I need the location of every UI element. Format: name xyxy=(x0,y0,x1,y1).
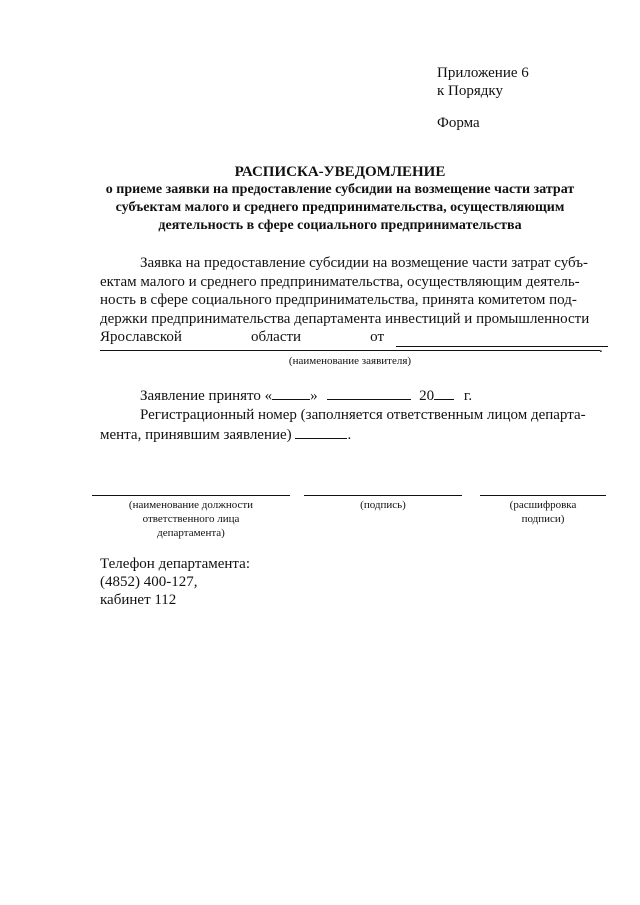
accepted-year-suffix: г. xyxy=(463,388,473,404)
accepted-close-quote: » xyxy=(310,388,318,404)
subtitle-line-3: деятельность в сфере социального предпринимательства xyxy=(158,218,522,233)
registration-line-1: Регистрационный номер (заполняется ответственным лицом департа- xyxy=(140,407,586,423)
position-caption-line-1: (наименование должности xyxy=(128,499,254,511)
applicant-field-start[interactable] xyxy=(396,333,608,347)
document-subtitle xyxy=(60,181,620,235)
paragraph-line-1 xyxy=(100,254,608,273)
subtitle-line-2: субъектам малого и среднего предпринимательства, осуществляющим xyxy=(115,200,565,215)
paragraph-line-2: ектам малого и среднего предпринимательства, осуществляющим деятель- xyxy=(100,273,580,290)
position-caption xyxy=(92,498,290,540)
accepted-label: Заявление принято « xyxy=(140,388,273,404)
paragraph-line-5 xyxy=(100,328,608,347)
accepted-day-field[interactable] xyxy=(272,386,310,400)
registration-number-field[interactable] xyxy=(295,425,347,439)
word-region: Ярославской xyxy=(100,329,182,345)
applicant-caption: (наименование заявителя) xyxy=(288,355,412,367)
paragraph-text-1: Заявка на предоставление субсидии на возмещение части затрат субъ- xyxy=(140,255,589,271)
signature-caption: (подпись) xyxy=(360,499,406,511)
decoding-caption-line-2: подписи) xyxy=(521,513,565,525)
registration-label: мента, принявшим заявление) xyxy=(100,426,292,443)
accepted-line xyxy=(140,386,472,405)
accepted-year-prefix: 20 xyxy=(419,388,435,404)
registration-paragraph xyxy=(100,406,608,444)
office-number: кабинет 112 xyxy=(100,592,177,608)
word-oblast: области xyxy=(250,329,302,345)
document-title: РАСПИСКА-УВЕДОМЛЕНИЕ xyxy=(234,164,446,180)
signature-line[interactable] xyxy=(304,494,462,496)
from-group xyxy=(370,328,608,347)
appendix-line-2: к Порядку xyxy=(437,83,503,99)
registration-end: . xyxy=(347,426,352,443)
position-signature-line[interactable] xyxy=(92,494,290,496)
department-contacts xyxy=(100,555,250,609)
word-from: от xyxy=(370,329,384,345)
appendix-line-1: Приложение 6 xyxy=(437,65,529,81)
registration-line-2 xyxy=(100,425,608,445)
subtitle-line-1: о приеме заявки на предоставление субсидии на возмещение части затрат xyxy=(105,182,575,197)
position-caption-line-2: ответственного лица xyxy=(142,513,240,525)
paragraph-line-3: ность в сфере социального предпринимательства, принята комитетом под- xyxy=(100,292,577,308)
appendix-reference xyxy=(437,64,529,100)
decoding-caption xyxy=(480,498,606,526)
phone-number: (4852) 400-127, xyxy=(100,574,198,590)
application-paragraph xyxy=(100,254,608,347)
form-label: Форма xyxy=(437,115,480,131)
decoding-signature-line[interactable] xyxy=(480,494,606,496)
decoding-caption-line-1: (расшифровка xyxy=(509,499,577,511)
applicant-field-line[interactable] xyxy=(100,349,600,351)
paragraph-line-4: держки предпринимательства департамента инвестиций и промышленности xyxy=(100,310,590,327)
accepted-month-field[interactable] xyxy=(327,386,411,400)
accepted-year-field[interactable] xyxy=(434,386,454,400)
applicant-line-end: . xyxy=(599,340,603,356)
phone-label: Телефон департамента: xyxy=(100,556,250,572)
position-caption-line-3: департамента) xyxy=(157,527,225,539)
